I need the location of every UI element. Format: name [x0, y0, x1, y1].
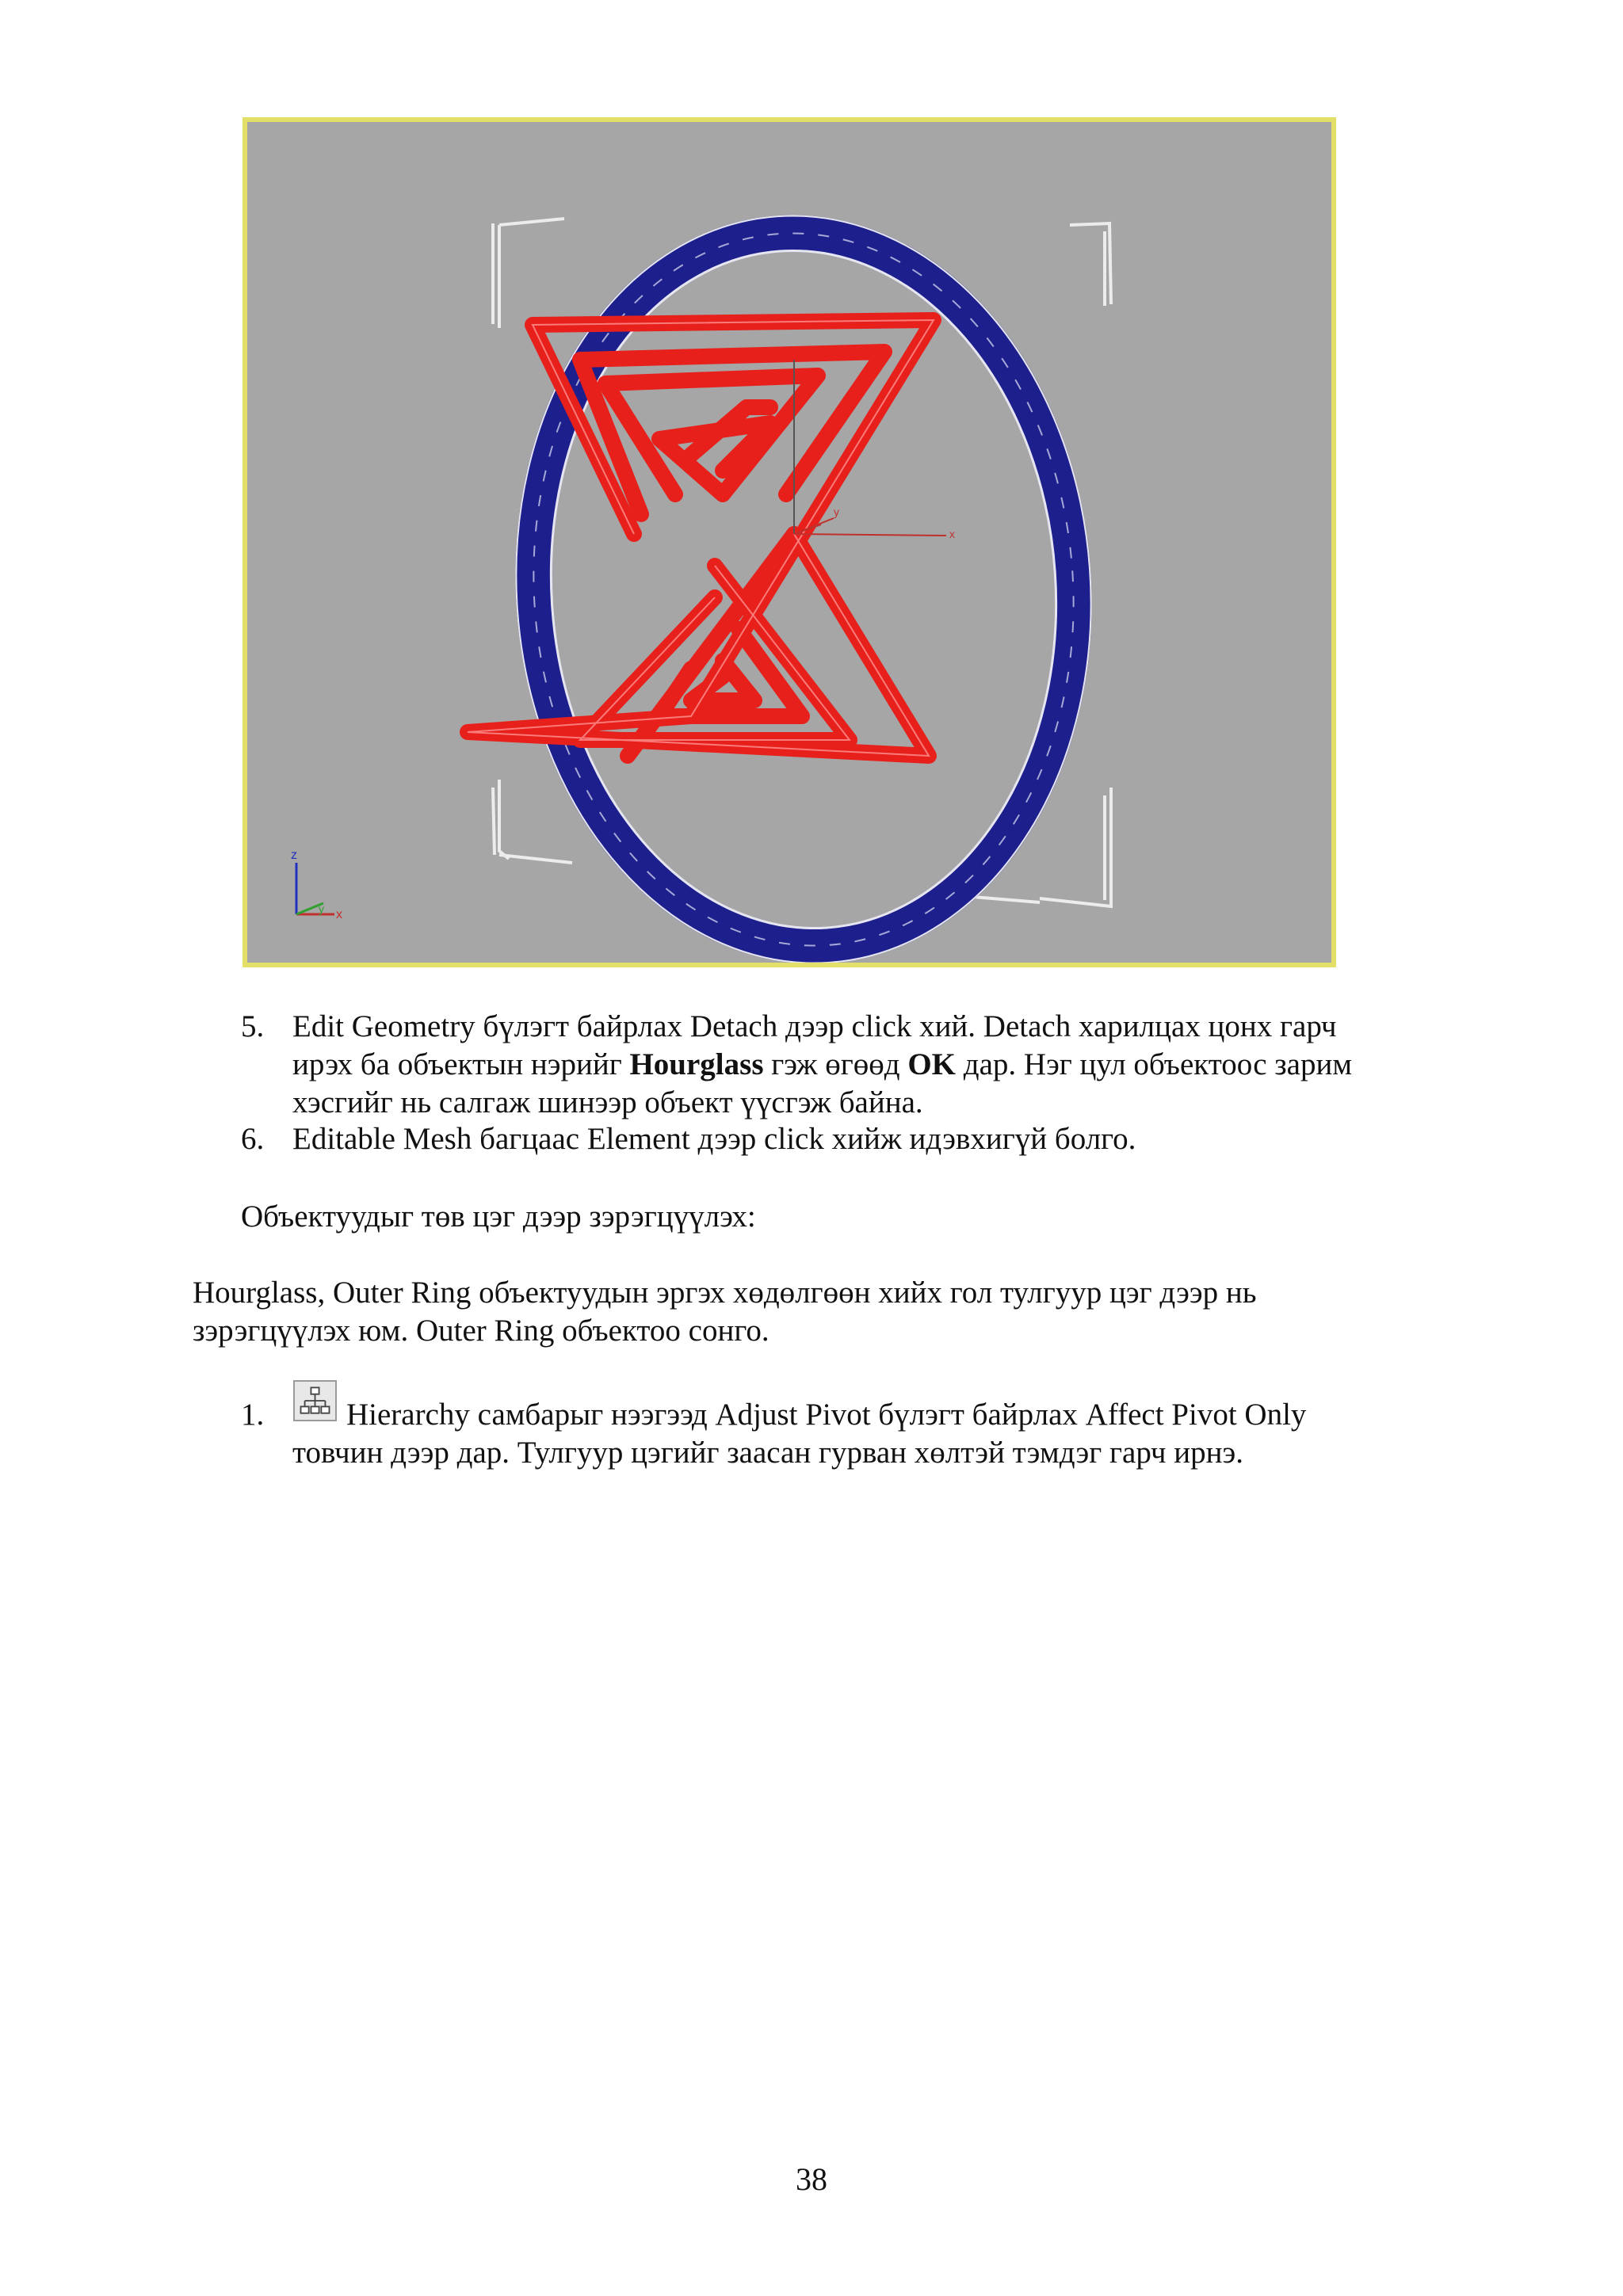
step-number: 6.: [241, 1122, 265, 1156]
step-number: 1.: [241, 1398, 265, 1432]
axis-x-label: x: [336, 908, 342, 921]
step-number: 5.: [241, 1009, 265, 1043]
svg-text:x: x: [949, 528, 955, 540]
step-5-line-3: [292, 1084, 923, 1122]
outer-ring: [491, 196, 1116, 963]
step-6-line-1: [292, 1120, 1136, 1158]
axis-y-label: y: [319, 902, 324, 915]
section-heading: Объектуудыг төв цэг дээр зэрэгцүүлэх:: [241, 1199, 756, 1234]
paragraph-line-2: зэрэгцүүлэх юм. Outer Ring объектоо сонго.: [193, 1314, 769, 1348]
step-1-line-2: товчин дээр дар. Тулгуур цэгийг заасан гурван хөлтэй тэмдэг гарч ирнэ.: [292, 1436, 1243, 1470]
step-text: гэж өгөөд: [763, 1047, 908, 1081]
paragraph-line-1: Hourglass, Outer Ring объектуудын эргэх хөдөлгөөн хийх гол тулгуур цэг дээр нь: [193, 1276, 1257, 1310]
hierarchy-icon: [293, 1380, 337, 1421]
page-number: 38: [796, 2161, 827, 2197]
step-text: дар. Нэг цул объектоос зарим: [956, 1047, 1353, 1081]
step-text: ирэх ба объектын нэрийг: [292, 1047, 630, 1081]
ok-bold: OK: [907, 1047, 956, 1081]
step-5-line-2: [292, 1046, 1352, 1084]
step-text: Editable Mesh багцаас Element дээр click хийж идэвхигүй болго.: [292, 1122, 1136, 1156]
object-name-bold: Hourglass: [629, 1047, 764, 1081]
step-1-line-1: Hierarchy самбарыг нээгээд Adjust Pivot бүлэгт байрлах Affect Pivot Only: [346, 1398, 1307, 1432]
viewport-screenshot: [242, 117, 1336, 967]
axis-tripod: [291, 849, 342, 921]
step-5-line-1: [292, 1008, 1337, 1046]
scene-illustration: [247, 122, 1331, 963]
step-text: хэсгийг нь салгаж шинээр объект үүсгэж байна.: [292, 1085, 923, 1119]
axis-z-label: z: [291, 849, 297, 862]
step-text: Edit Geometry бүлэгт байрлах Detach дээр click хий. Detach харилцах цонх гарч: [292, 1009, 1337, 1043]
svg-text:y: y: [834, 505, 839, 518]
